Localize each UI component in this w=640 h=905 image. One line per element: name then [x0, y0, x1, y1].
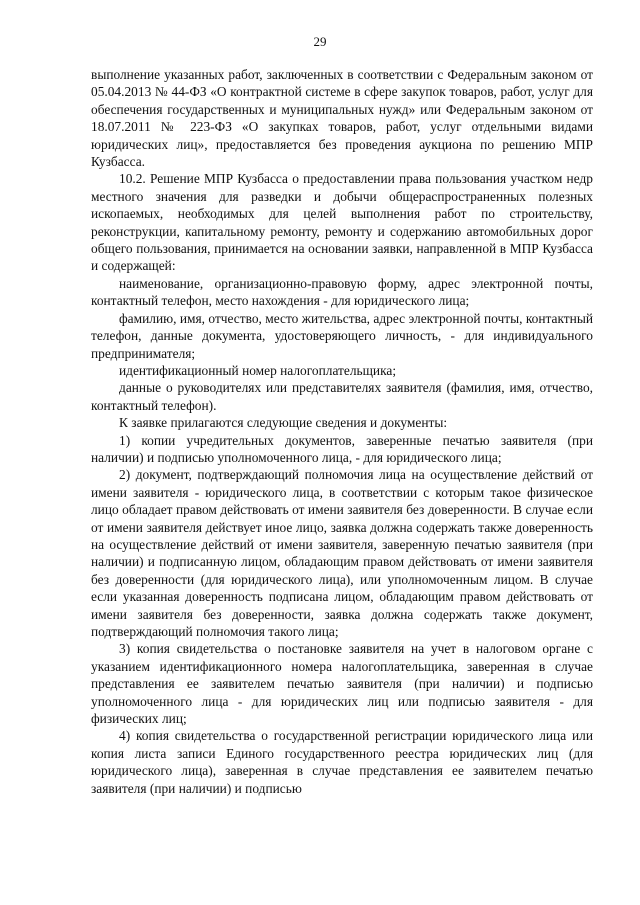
- page-number: 29: [313, 34, 327, 49]
- paragraph-entrepreneur-info: фамилию, имя, отчество, место жительства, адрес электронной почты, контактный телефон, данные документа, удостоверяющего личность, - для индивидуального предпринимателя;: [91, 310, 593, 361]
- paragraph-intro: выполнение указанных работ, заключенных в соответствии с Федеральным законом от 05.04.2013 № 44-ФЗ «О контрактной системе в сфере закупок товаров, работ, услуг для обеспечения государственных и муниципальных нужд» или Федеральным законом от 18.07.2011 № 223-ФЗ «О закупках товаров, работ, услуг отдельными видами юридических лиц», предоставляется без проведения аукциона по решению МПР Кузбасса.: [91, 67, 593, 170]
- paragraph-representatives: данные о руководителях или представителях заявителя (фамилия, имя, отчество, контактный телефон).: [91, 380, 593, 413]
- paragraph-item-1: 1) копии учредительных документов, заверенные печатью заявителя (при наличии) и подписью уполномоченного лица, - для юридического лица;: [91, 432, 593, 465]
- paragraph-item-2: 2) документ, подтверждающий полномочия лица на осуществление действий от имени заявителя - юридического лица, в соответствии с которым такое физическое лицо обладает правом действовать от имени заявителя без доверенности. В случае если от имени заявителя действует иное лицо, заявка должна содержать также доверенность на осуществление действий от имени заявителя, заверенную печатью заявителя (при наличии) и подписанную лицом, обладающим правом действовать от имени заявителя без доверенности (для юридического лица), или уполномоченным лицом. В случае если указанная доверенность подписана лицом, обладающим правом действовать от имени заявителя без доверенности, заявка должна содержать также документ, подтверждающий полномочия такого лица;: [91, 467, 593, 639]
- paragraph-attachments-intro: К заявке прилагаются следующие сведения и документы:: [119, 415, 448, 431]
- paragraph-10-2: 10.2. Решение МПР Кузбасса о предоставлении права пользования участком недр местного значения для разведки и добычи общераспространенных полезных ископаемых, необходимых для целей выполнения работ по строительству, реконструкции, капитальному ремонту, ремонту и содержанию автомобильных дорог общего пользования, принимается на основании заявки, направленной в МПР Кузбасса и содержащей:: [91, 171, 593, 274]
- document-body: [91, 66, 593, 797]
- paragraph-legal-entity-info: наименование, организационно-правовую форму, адрес электронной почты, контактный телефон, место нахождения - для юридического лица;: [91, 275, 593, 309]
- paragraph-item-3: 3) копия свидетельства о постановке заявителя на учет в налоговом органе с указанием идентификационного номера налогоплательщика, заверенная в случае представления ее заявителем печатью заявителя (при наличии) и подписью уполномоченного лица - для юридических лиц или подписью заявителя - для физических лиц;: [91, 641, 593, 727]
- paragraph-inn: идентификационный номер налогоплательщика;: [119, 362, 397, 378]
- paragraph-item-4: 4) копия свидетельства о государственной регистрации юридического лица или копия листа записи Единого государственного реестра юридических лиц (для юридического лица), заверенная в случае представления ее заявителем печатью заявителя (при наличии) и подписью: [91, 728, 593, 796]
